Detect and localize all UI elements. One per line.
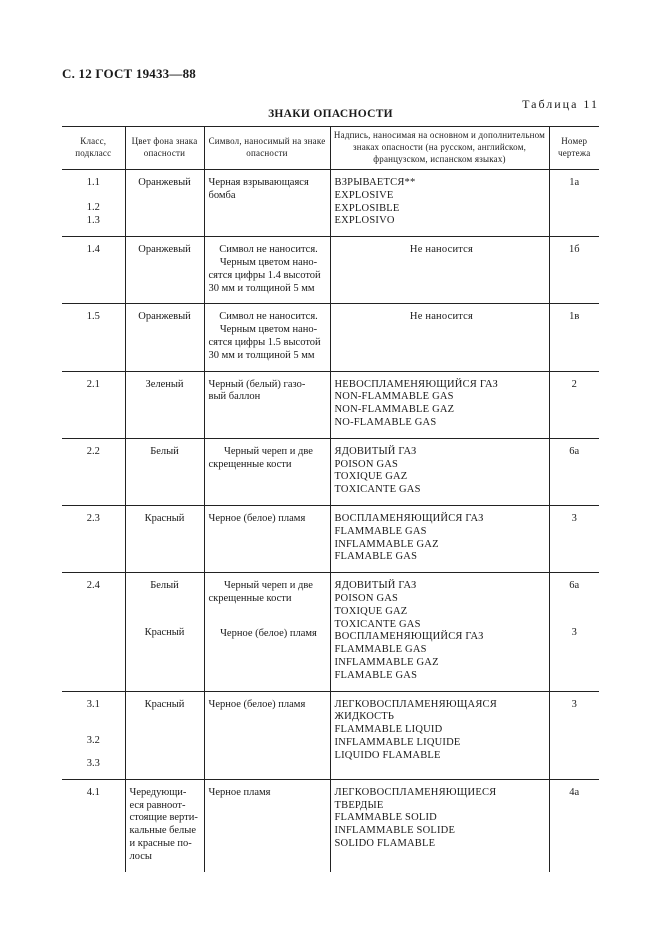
symbol-cell: Символ не наносится. Черным цветом нано- сятся цифры 1.5 высотой 30 мм и толщиной 5 мм: [204, 304, 330, 371]
header-inscription: Надпись, наносимая на основном и дополнительном знаках опасности (на русском, английском, французском, испанском языках): [330, 127, 549, 170]
drawing-number-cell: 1в: [549, 304, 599, 371]
symbol-cell: Символ не наносится. Черным цветом нано- сятся цифры 1.4 высотой 30 мм и толщиной 5 мм: [204, 237, 330, 304]
table-row: [62, 505, 599, 572]
drawing-number-cell: 1а: [549, 170, 599, 237]
symbol-cell: Черное (белое) пламя: [204, 505, 330, 572]
hazard-signs-table: [62, 126, 599, 872]
table-row: [62, 779, 599, 871]
drawing-number-cell: 6а 3: [549, 573, 599, 691]
background-color-cell: Оранжевый: [125, 304, 204, 371]
background-color-cell: Зеленый: [125, 371, 204, 438]
background-color-cell: Белый: [125, 438, 204, 505]
background-color-cell: Белый Красный: [125, 573, 204, 691]
table-row: [62, 691, 599, 779]
table-number: Таблица 11: [522, 97, 599, 111]
table-row: [62, 438, 599, 505]
inscription-cell: ВЗРЫВАЕТСЯ** EXPLOSIVE EXPLOSIBLE EXPLOSIVO: [330, 170, 549, 237]
header-symbol: Символ, наносимый на знаке опасности: [204, 127, 330, 170]
class-cell: 1.4: [62, 237, 125, 304]
drawing-number-cell: 3: [549, 691, 599, 779]
background-color-cell: Чередующи- еся равноот- стоящие верти- кальные белые и красные по- лосы: [125, 779, 204, 871]
background-color-cell: Оранжевый: [125, 237, 204, 304]
class-cell: 3.1 3.2 3.3: [62, 691, 125, 779]
symbol-cell: Черный череп и две скрещенные кости Черное (белое) пламя: [204, 573, 330, 691]
background-color-cell: Оранжевый: [125, 170, 204, 237]
drawing-number-cell: 2: [549, 371, 599, 438]
class-cell: 2.1: [62, 371, 125, 438]
inscription-cell: ЛЕГКОВОСПЛАМЕНЯЮЩАЯСЯ ЖИДКОСТЬ FLAMMABLE LIQUID INFLAMMABLE LIQUIDE LIQUIDO FLAMABLE: [330, 691, 549, 779]
symbol-cell: Черный (белый) газо- вый баллон: [204, 371, 330, 438]
table-header-row: [62, 127, 599, 170]
class-cell: 2.3: [62, 505, 125, 572]
table-row: [62, 237, 599, 304]
header-background-color: Цвет фона знака опасности: [125, 127, 204, 170]
class-cell: 2.4: [62, 573, 125, 691]
symbol-cell: Черное пламя: [204, 779, 330, 871]
table-row: [62, 573, 599, 691]
drawing-number-cell: 6а: [549, 438, 599, 505]
table-row: [62, 304, 599, 371]
header-class: Класс, подкласс: [62, 127, 125, 170]
class-cell: 1.5: [62, 304, 125, 371]
symbol-cell: Черное (белое) пламя: [204, 691, 330, 779]
table-title: ЗНАКИ ОПАСНОСТИ: [268, 108, 393, 120]
inscription-cell: Не наносится: [330, 237, 549, 304]
class-cell: 4.1: [86, 786, 100, 798]
header-drawing-number: Номер чертежа: [549, 127, 599, 170]
inscription-cell: ЯДОВИТЫЙ ГАЗ POISON GAS TOXIQUE GAZ TOXICANTE GAS: [330, 438, 549, 505]
symbol-cell: Черная взрывающаяся бомба: [204, 170, 330, 237]
inscription-cell: НЕВОСПЛАМЕНЯЮЩИЙСЯ ГАЗ NON-FLAMMABLE GAS NON-FLAMMABLE GAZ NO-FLAMABLE GAS: [330, 371, 549, 438]
table-row: [62, 371, 599, 438]
inscription-cell: ВОСПЛАМЕНЯЮЩИЙСЯ ГАЗ FLAMMABLE GAS INFLAMMABLE GAZ FLAMABLE GAS: [330, 505, 549, 572]
drawing-number-cell: 3: [549, 505, 599, 572]
class-cell: 2.2: [62, 438, 125, 505]
drawing-number-cell: 1б: [549, 237, 599, 304]
symbol-cell: Черный череп и две скрещенные кости: [204, 438, 330, 505]
inscription-cell: ЛЕГКОВОСПЛАМЕНЯЮЩИЕСЯ ТВЕРДЫЕ FLAMMABLE SOLID INFLAMMABLE SOLIDE SOLIDO FLAMABLE: [330, 779, 549, 871]
class-cell: 1.1 1.2 1.3: [62, 170, 125, 237]
page-header: С. 12 ГОСТ 19433—88: [62, 66, 196, 81]
inscription-cell: ЯДОВИТЫЙ ГАЗ POISON GAS TOXIQUE GAZ TOXICANTE GAS ВОСПЛАМЕНЯЮЩИЙСЯ ГАЗ FLAMMABLE GAS INFLAMMABLE GAZ FLAMABLE GAS: [330, 573, 549, 691]
inscription-cell: Не наносится: [330, 304, 549, 371]
table-row: [62, 170, 599, 237]
background-color-cell: Красный: [125, 505, 204, 572]
background-color-cell: Красный: [125, 691, 204, 779]
drawing-number-cell: 4а: [549, 779, 599, 871]
